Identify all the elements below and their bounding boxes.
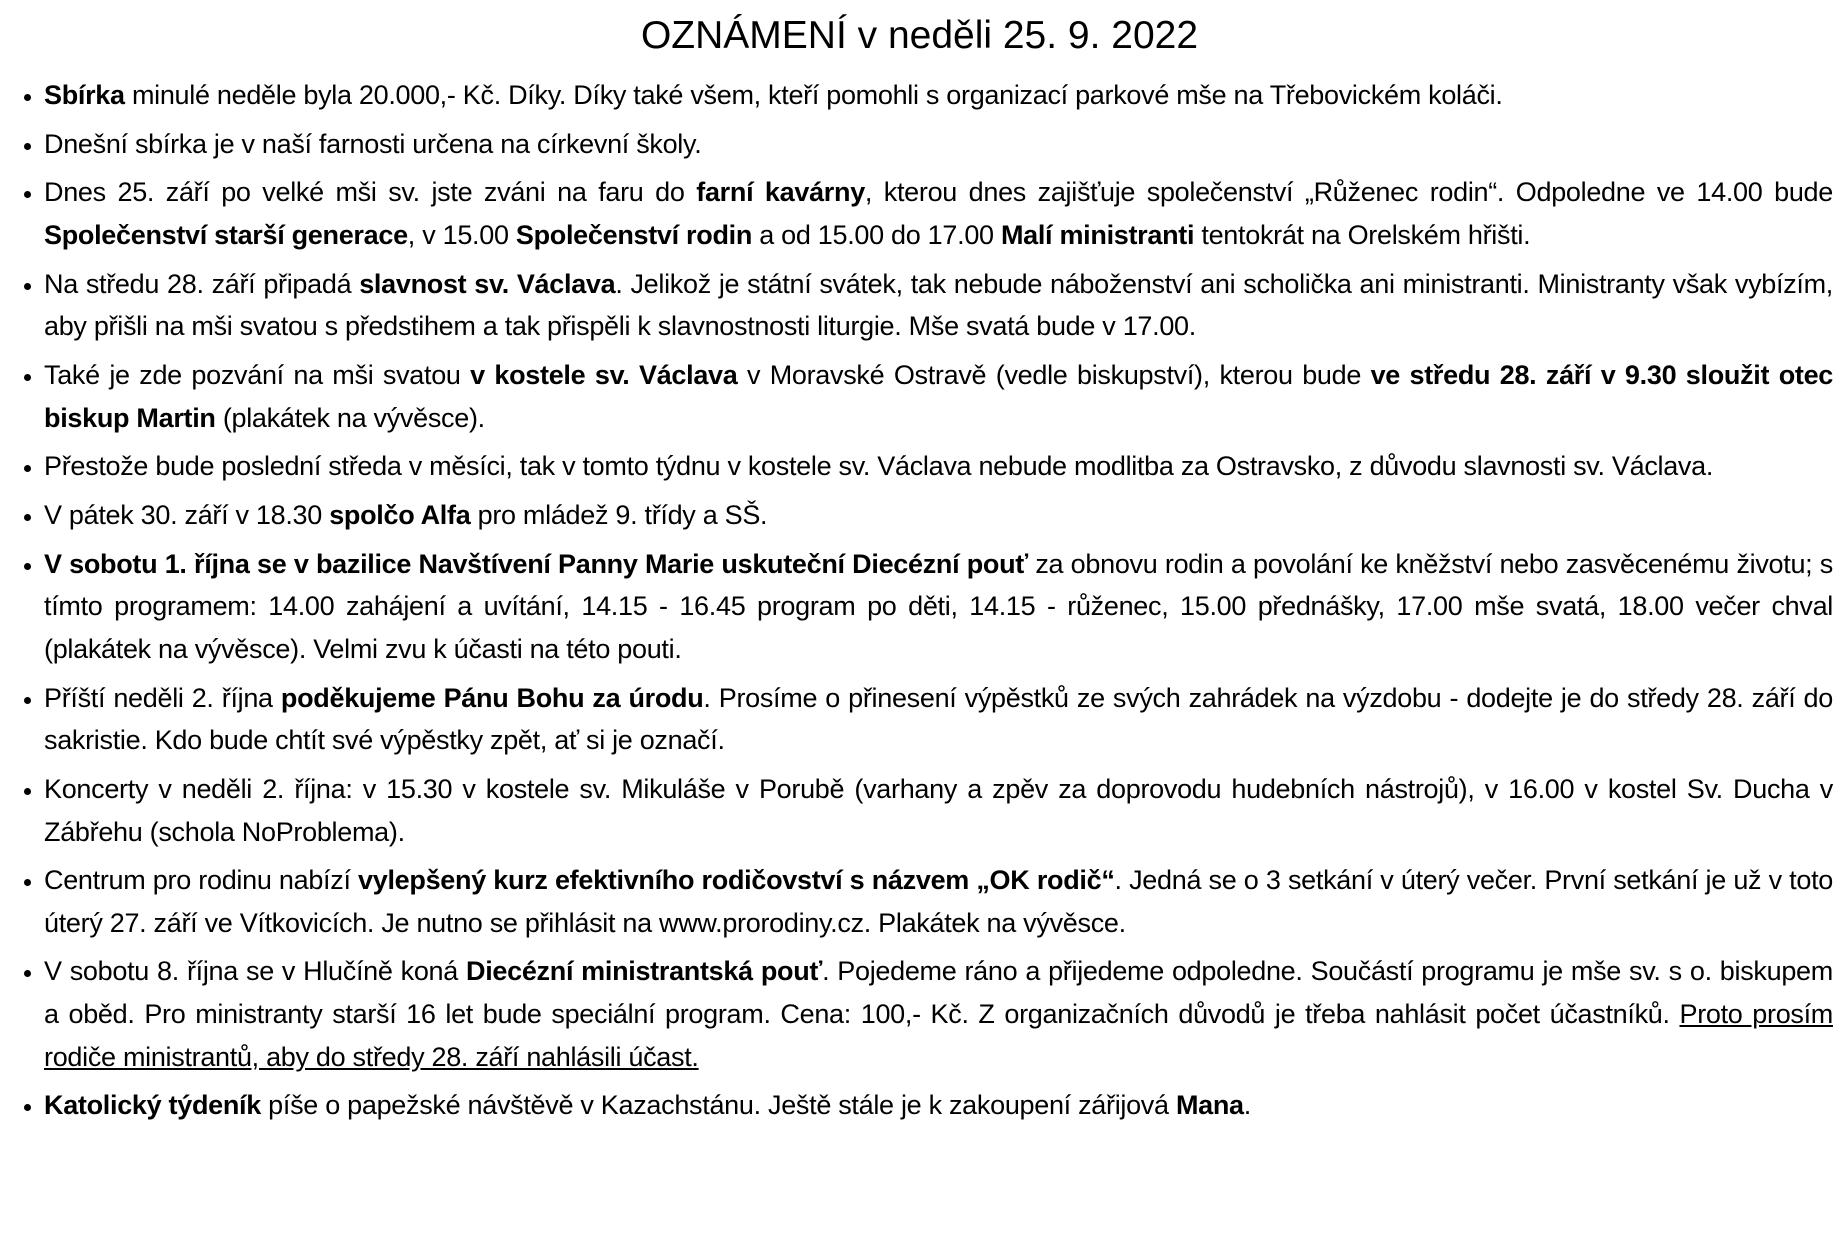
- text-segment: . Jedná se o 3 setkání v úterý večer. První setkání je už v toto úterý 27. září ve Vítkovicích. Je nutno se přihlásit na www.prorodiny.cz. Plakátek na vývěsce.: [44, 865, 1833, 938]
- announcement-item: [44, 950, 1833, 1078]
- text-segment: v kostele sv. Václava: [470, 359, 738, 390]
- announcement-item: [44, 677, 1833, 762]
- text-segment: pro mládež 9. třídy a SŠ.: [470, 499, 768, 530]
- text-segment: Centrum pro rodinu nabízí: [44, 865, 359, 896]
- text-segment: Katolický týdeník: [44, 1090, 261, 1121]
- text-segment: Dnes 25. září po velké mši sv. jste zváni na faru do: [44, 177, 697, 208]
- text-segment: Přestože bude poslední středa v měsíci, tak v tomto týdnu v kostele sv. Václava nebude modlitba za Ostravsko, z důvodu slavnosti sv. Václava.: [44, 451, 1714, 482]
- announcement-item: [44, 768, 1833, 853]
- text-segment: Koncerty v neděli 2. října: v 15.30 v kostele sv. Mikuláše v Porubě (varhany a zpěv za doprovodu hudebních nástrojů), v 16.00 v kostel Sv. Ducha v Zábřehu (schola NoProblema).: [44, 773, 1833, 847]
- text-segment: Příští neděli 2. října: [44, 682, 281, 713]
- announcement-item: [44, 171, 1833, 256]
- announcement-item: [44, 543, 1833, 671]
- text-segment: poděkujeme Pánu Bohu za úrodu: [280, 682, 704, 713]
- announcement-item: [44, 494, 1833, 537]
- text-segment: V pátek 30. září v 18.30: [44, 499, 330, 530]
- text-segment: Malí ministranti: [1000, 219, 1195, 250]
- text-segment: Diecézní ministrantská pouť: [466, 956, 823, 987]
- text-segment: v Moravské Ostravě (vedle biskupství), kterou bude: [737, 359, 1371, 390]
- text-segment: minulé neděle byla 20.000,- Kč. Díky. Díky také všem, kteří pomohli s organizací parkové mše na Třebovickém koláči.: [124, 80, 1503, 110]
- text-segment: slavnost sv. Václava: [359, 268, 616, 299]
- text-segment: Sbírka: [44, 80, 125, 110]
- text-segment: , v 15.00: [407, 219, 516, 250]
- text-segment: a od 15.00 do 17.00: [752, 219, 1001, 250]
- text-segment: Dnešní sbírka je v naší farnosti určena na církevní školy.: [44, 128, 702, 159]
- announcement-item: [44, 1084, 1833, 1127]
- text-segment: spolčo Alfa: [329, 499, 471, 530]
- text-segment: ve středu 28. září v 9.30 sloužit otec biskup Martin: [44, 359, 1834, 433]
- announcement-item: [44, 263, 1833, 348]
- text-segment: Na středu 28. září připadá: [44, 268, 360, 299]
- text-segment: píše o papežské návštěvě v Kazachstánu. Ještě stále je k zakoupení zářijová: [260, 1090, 1176, 1121]
- announcement-item: [44, 123, 1833, 166]
- text-segment: Společenství rodin: [515, 219, 753, 250]
- text-segment: za obnovu rodin a povolání ke kněžství nebo zasvěcenému životu; s tímto programem: 14.00 zahájení a uvítání, 14.15 - 16.45 program po děti, 14.15 - růženec, 15.00 přednášky, 17.00 mše svatá, 18.00 večer chval (plakátek na vývěsce). Velmi zvu k účasti na této pouti.: [44, 548, 1833, 664]
- text-segment: V sobotu 8. října se v Hlučíně koná: [44, 956, 466, 987]
- text-segment: Společenství starší generace: [44, 219, 408, 250]
- announcement-item: [44, 354, 1833, 439]
- announcement-item: [44, 445, 1833, 488]
- text-segment: Mana: [1175, 1090, 1244, 1121]
- text-segment: . Pojedeme ráno a přijedeme odpoledne. Součástí programu je mše sv. s o. biskupem a oběd. Pro ministranty starší 16 let bude speciální program. Cena: 100,- Kč. Z organizačních důvodů je třeba nahlásit počet účastníků.: [44, 956, 1833, 1030]
- text-segment: vylepšený kurz efektivního rodičovství s názvem „OK rodič“: [358, 865, 1115, 896]
- text-segment: .: [1243, 1090, 1251, 1121]
- announcement-list: [6, 74, 1833, 1127]
- text-segment: Také je zde pozvání na mši svatou: [44, 359, 471, 390]
- text-segment: V sobotu 1. října se v bazilice Navštívení Panny Marie uskuteční Diecézní pouť: [44, 548, 1028, 579]
- text-segment: Proto prosím rodiče ministrantů, aby do středy 28. září nahlásili účast.: [44, 999, 1834, 1072]
- announcement-item: [44, 74, 1833, 117]
- page-title: OZNÁMENÍ v neděli 25. 9. 2022: [640, 14, 1199, 57]
- text-segment: (plakátek na vývěsce).: [215, 402, 485, 433]
- text-segment: farní kavárny: [696, 177, 865, 208]
- text-segment: . Prosíme o přinesení výpěstků ze svých zahrádek na výzdobu - dodejte je do středy 28. září do sakristie. Kdo bude chtít své výpěstky zpět, ať si je označí.: [44, 682, 1833, 756]
- text-segment: , kterou dnes zajišťuje společenství „Růženec rodin“. Odpoledne ve 14.00 bude: [864, 177, 1833, 208]
- text-segment: . Jelikož je státní svátek, tak nebude náboženství ani scholička ani ministranti. Ministranty však vybízím, aby přišli na mši svatou s předstihem a tak přispěli k slavnostnosti liturgie. Mše svatá bude v 17.00.: [44, 268, 1833, 342]
- announcement-item: [44, 859, 1833, 944]
- text-segment: tentokrát na Orelském hřišti.: [1194, 219, 1531, 250]
